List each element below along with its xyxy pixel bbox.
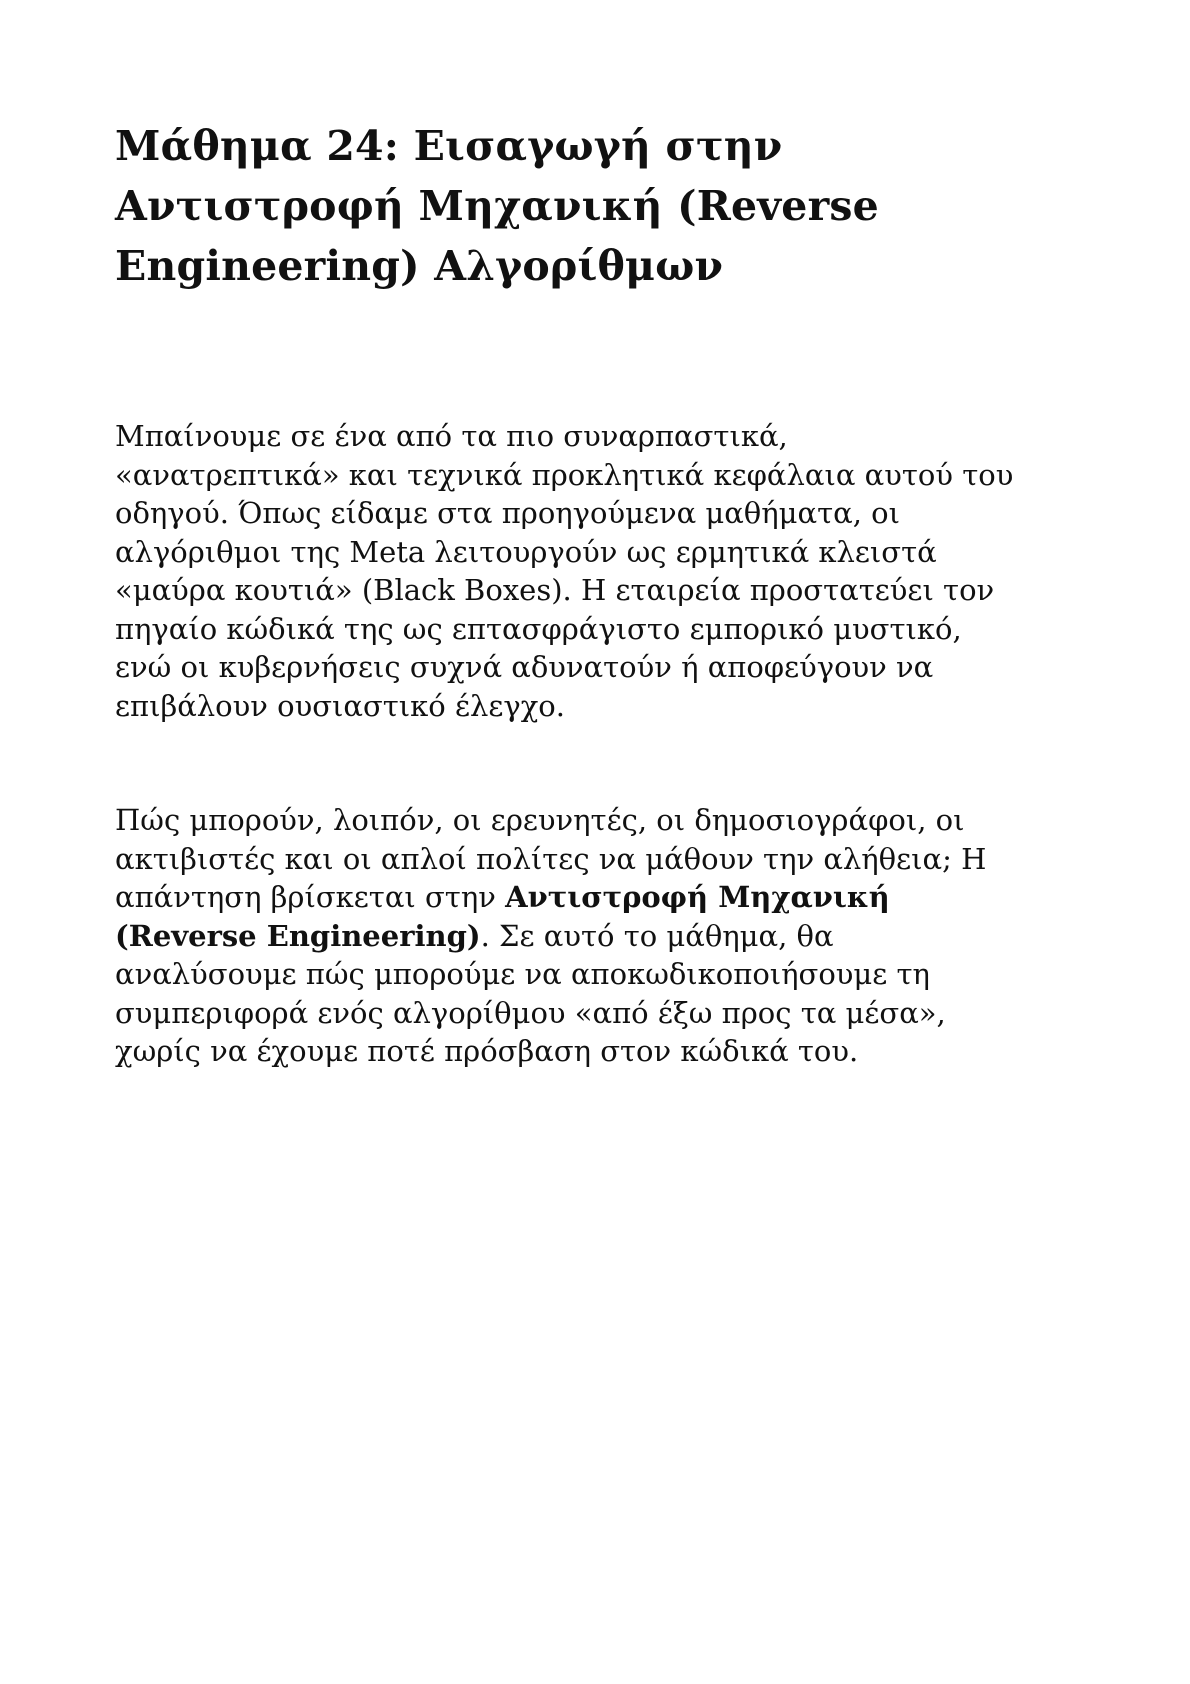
paragraph-line: Μπαίνουμε σε ένα από τα πιο συναρπαστικά, [115, 419, 788, 453]
bold-term: Αντιστροφή Μηχανική [505, 880, 890, 914]
paragraph-text: απάντηση βρίσκεται στην [115, 880, 506, 914]
paragraph-line: ενώ οι κυβερνήσεις συχνά αδυνατούν ή αποφεύγουν να [115, 650, 934, 684]
paragraph-line: οδηγού. Όπως είδαμε στα προηγούμενα μαθήματα, οι [115, 496, 900, 530]
title-line: Engineering) Αλγορίθμων [115, 242, 724, 290]
paragraph-line: χωρίς να έχουμε ποτέ πρόσβαση στον κώδικά του. [115, 1034, 859, 1068]
paragraph-line: Πώς μπορούν, λοιπόν, οι ερευνητές, οι δημοσιογράφοι, οι [115, 803, 965, 837]
paragraph-line: επιβάλουν ουσιαστικό έλεγχο. [115, 688, 565, 723]
intro-paragraph [115, 417, 1080, 725]
paragraph-line: «ανατρεπτικά» και τεχνικά προκλητικά κεφάλαια αυτού του [115, 457, 1014, 492]
paragraph-line: «μαύρα κουτιά» (Black Boxes). Η εταιρεία προστατεύει τον [115, 573, 995, 607]
paragraph-line: αναλύσουμε πώς μπορούμε να αποκωδικοποιήσουμε τη [115, 957, 930, 991]
lesson-title [115, 116, 1080, 296]
bold-term: (Reverse Engineering) [115, 918, 481, 953]
paragraph-line: αλγόριθμοι της Meta λειτουργούν ως ερμητικά κλειστά [115, 534, 937, 569]
title-line: Μάθημα 24: Εισαγωγή στην [115, 122, 783, 170]
paragraph-line: συμπεριφορά ενός αλγορίθμου «από έξω προς τα μέσα», [115, 995, 946, 1030]
title-line: Αντιστροφή Μηχανική (Reverse [115, 182, 879, 230]
paragraph-line [115, 878, 1080, 917]
reverse-engineering-paragraph [115, 801, 1080, 1071]
paragraph-line: πηγαίο κώδικά της ως επτασφράγιστο εμπορικό μυστικό, [115, 611, 962, 646]
paragraph-text: . Σε αυτό το μάθημα, θα [480, 918, 834, 953]
paragraph-line [115, 917, 1080, 956]
paragraph-line: ακτιβιστές και οι απλοί πολίτες να μάθουν την αλήθεια; Η [115, 841, 987, 876]
